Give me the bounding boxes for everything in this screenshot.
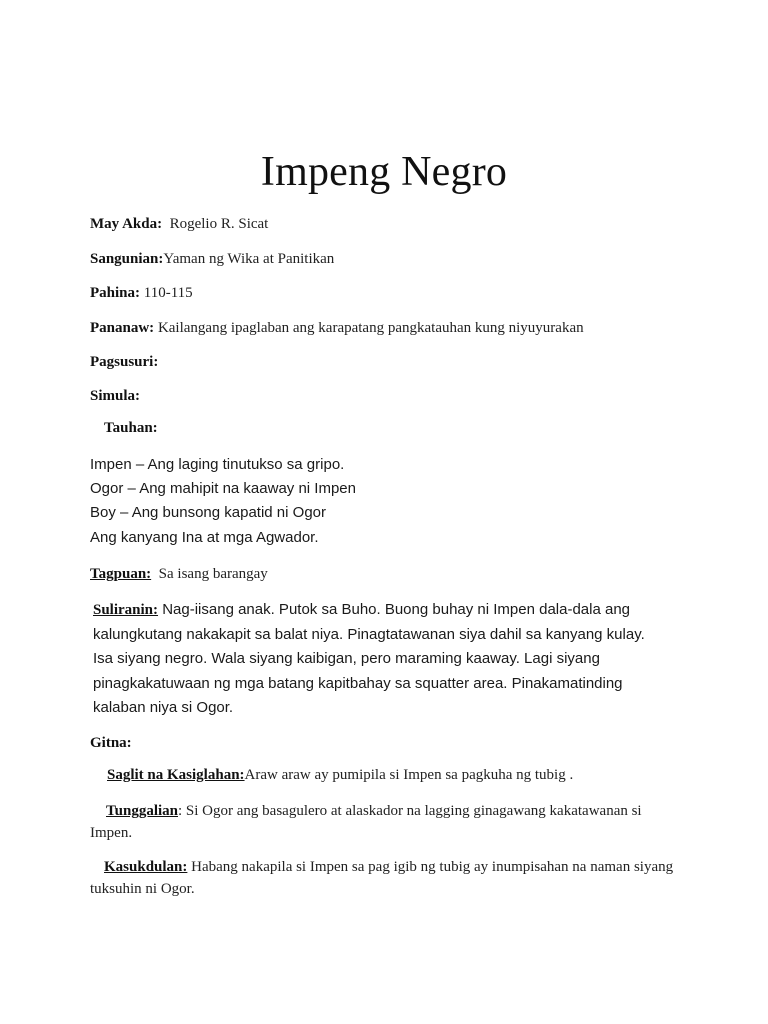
pages-label: Pahina: [90, 285, 141, 301]
middle-label: Gitna: [90, 735, 132, 751]
analysis-label: Pagsusuri: [90, 354, 159, 370]
author-line [90, 216, 268, 233]
author-label: May Akda: [90, 216, 163, 232]
setting-line [90, 566, 268, 583]
middle-heading [90, 735, 132, 752]
character-item: Ogor – Ang mahipit na kaaway ni Impen [90, 480, 356, 497]
climax-text: Habang nakapila si Impen sa pag igib ng tubig ay inumpisahan na naman siyang tuksuhin ni Ogor. [90, 859, 674, 897]
rising-action-label: Saglit na Kasiglahan: [107, 767, 245, 783]
author-value: Rogelio R. Sicat [169, 216, 269, 232]
conflict-paragraph [90, 800, 675, 844]
beginning-label: Simula: [90, 388, 141, 404]
viewpoint-label: Pananaw: [90, 320, 155, 336]
source-label: Sangunian: [90, 251, 164, 267]
source-value: Yaman ng Wika at Panitikan [163, 251, 335, 267]
conflict-text: : Si Ogor ang basagulero at alaskador na lagging ginagawang kakatawanan si Impen. [90, 803, 642, 841]
setting-value: Sa isang barangay [158, 566, 268, 582]
source-line [90, 251, 334, 268]
analysis-heading [90, 354, 158, 371]
beginning-heading [90, 388, 140, 405]
viewpoint-line [90, 320, 584, 337]
viewpoint-value: Kailangang ipaglaban ang karapatang pangkatauhan kung niyuyurakan [157, 320, 584, 336]
pages-line [90, 285, 193, 302]
setting-label: Tagpuan: [90, 566, 152, 582]
climax-paragraph [90, 856, 675, 900]
problem-paragraph [93, 598, 663, 721]
climax-label: Kasukdulan: [104, 859, 188, 875]
characters-label: Tauhan: [104, 420, 158, 436]
characters-heading [104, 420, 158, 437]
problem-text: Nag-iisang anak. Putok sa Buho. Buong buhay ni Impen dala-dala ang kalungkutang nakakapit sa balat niya. Pinagtatawanan siya dahil sa kanyang kulay. Isa siyang negro. Wala siyang kaibigan, pero maraming kaaway. Lagi siyang pinagkakatuwaan ng mga batang kapitbahay sa squatter area. Pinakamatinding kalaban niya si Ogor. [93, 601, 645, 716]
character-item: Boy – Ang bunsong kapatid ni Ogor [90, 504, 327, 521]
character-item: Impen – Ang laging tinutukso sa gripo. [90, 456, 345, 473]
pages-value: 110-115 [143, 285, 193, 301]
conflict-label: Tunggalian [106, 803, 178, 819]
document-title: Impeng Negro [260, 149, 508, 195]
rising-action-line [107, 767, 573, 784]
character-item: Ang kanyang Ina at mga Agwador. [90, 529, 319, 546]
problem-label: Suliranin: [93, 602, 159, 618]
rising-action-text: Araw araw ay pumipila si Impen sa pagkuha ng tubig . [244, 767, 574, 783]
